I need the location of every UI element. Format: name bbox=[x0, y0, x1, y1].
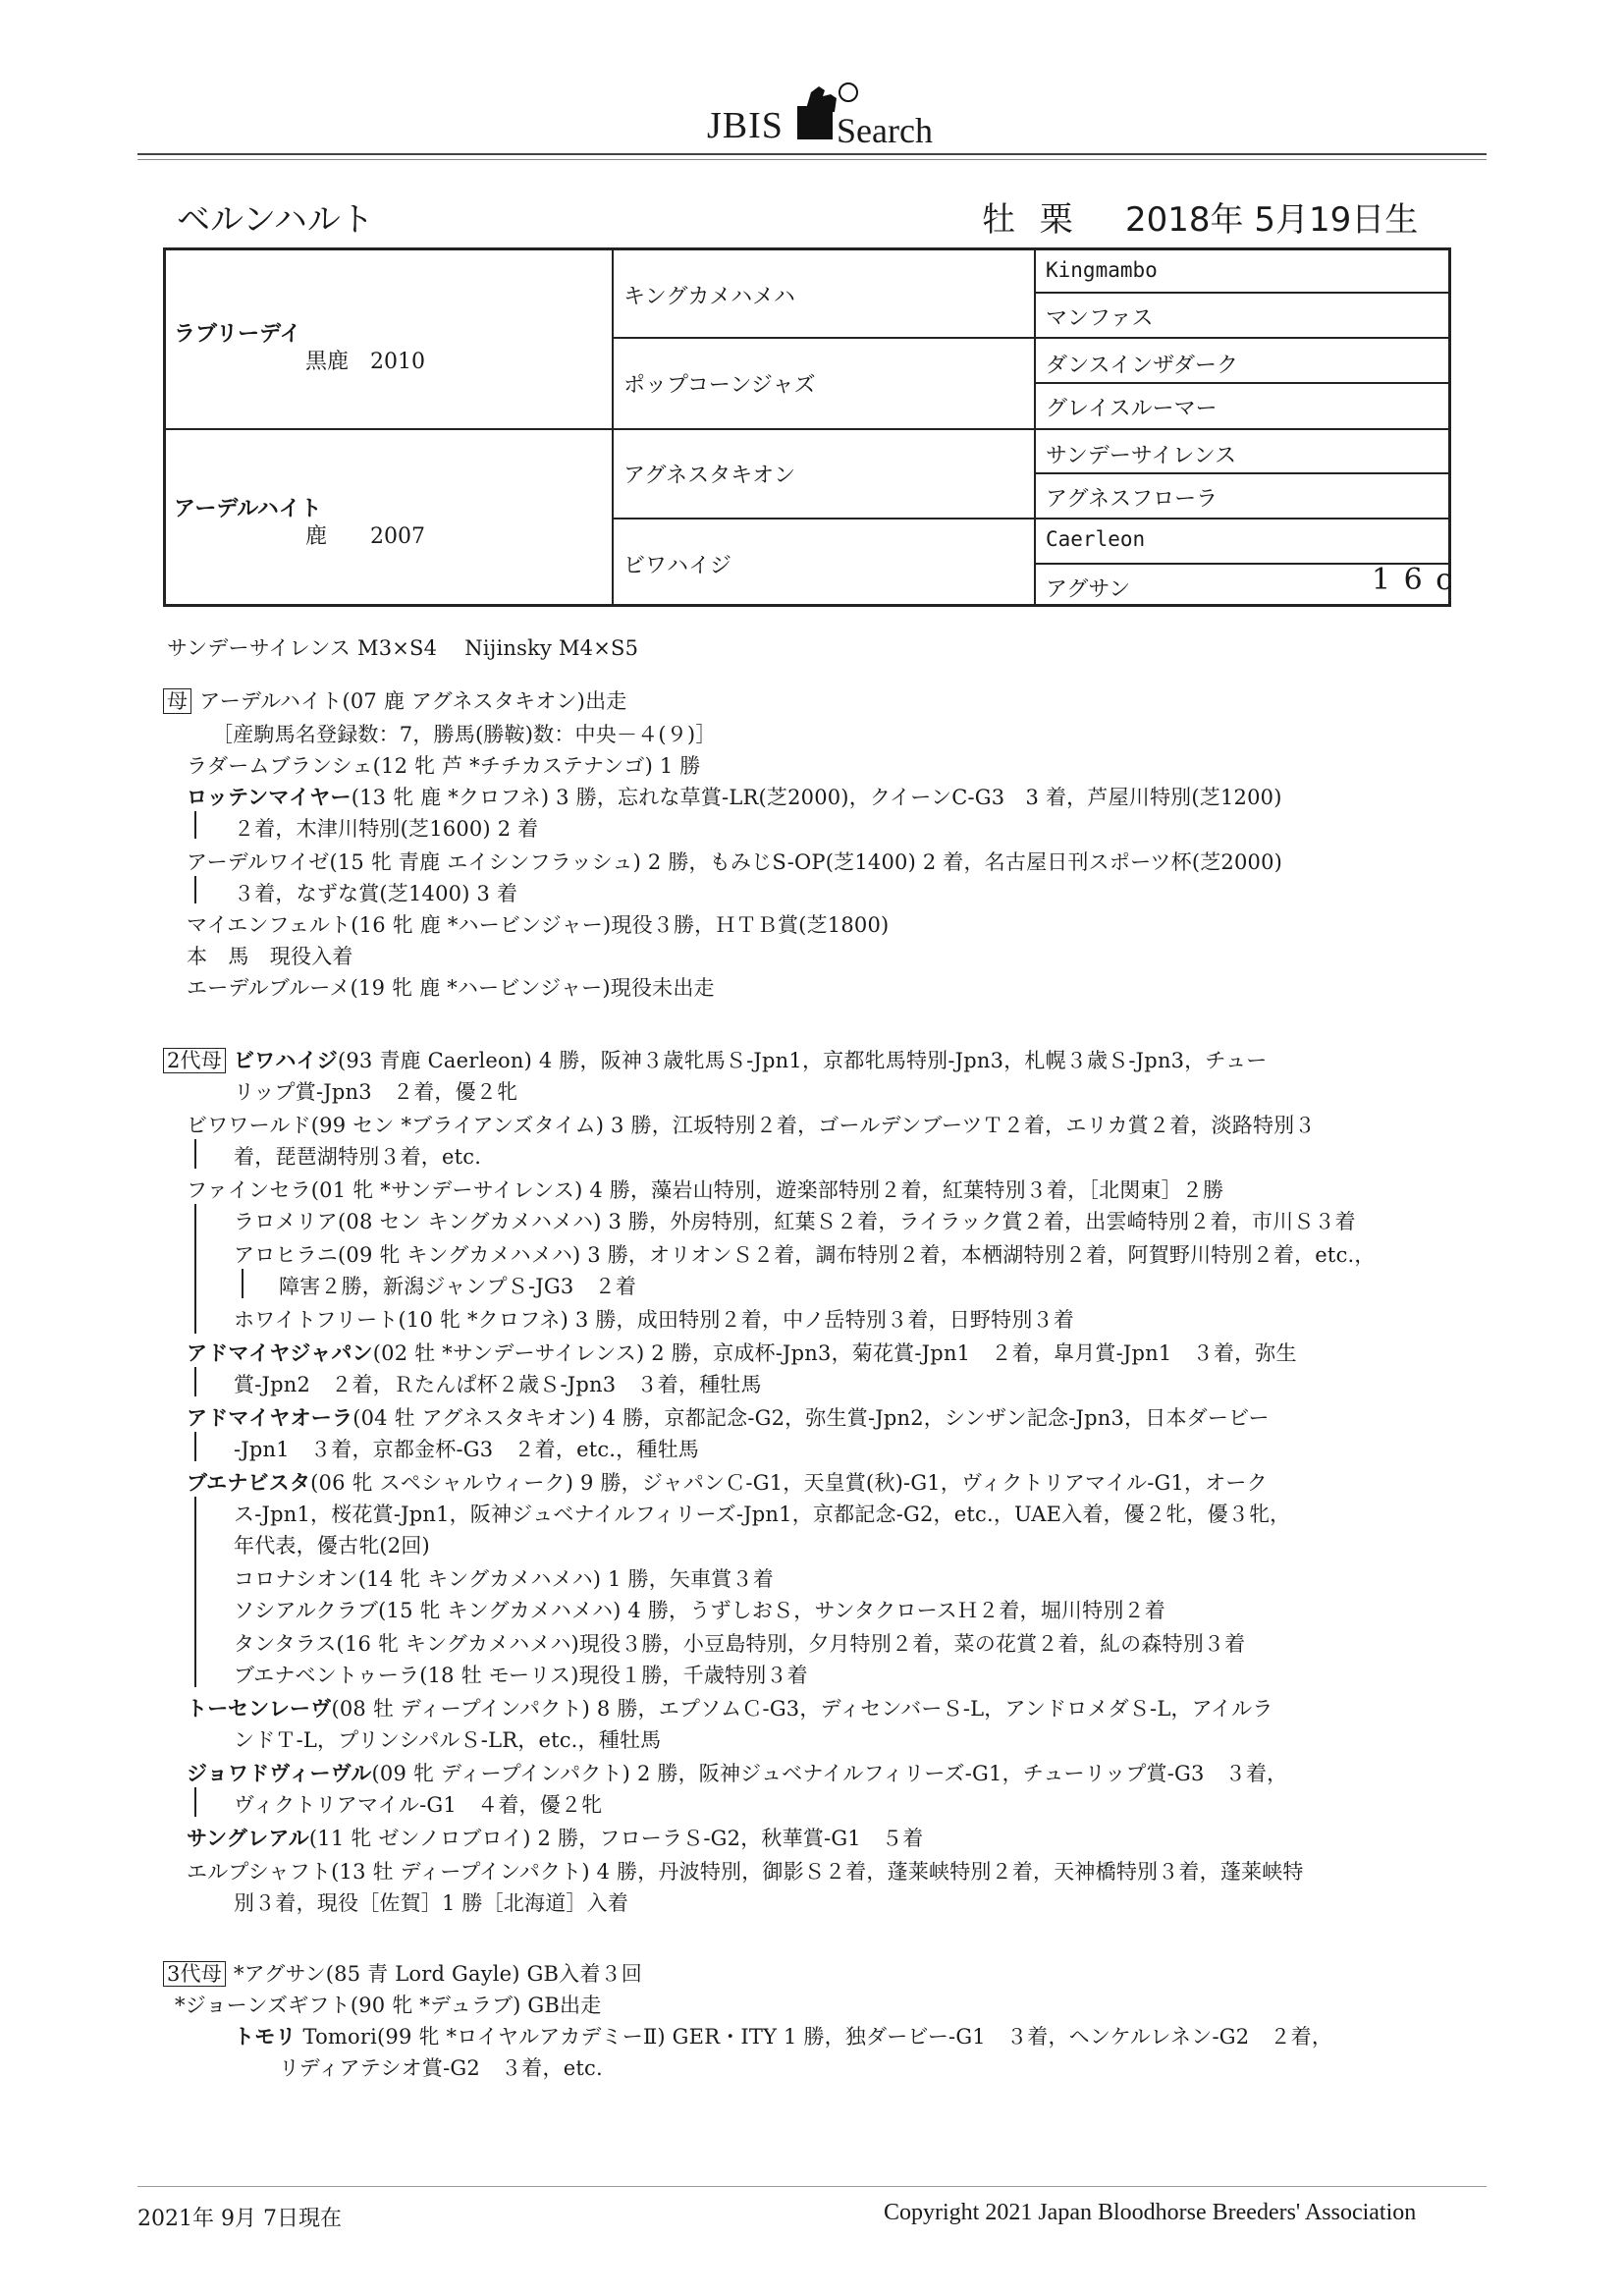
second-dam-line-4: 着，琵琶湖特別３着，etc. bbox=[234, 1145, 482, 1169]
third-dam-line-4: リディアテシオ賞-G2 ３着，etc. bbox=[279, 2056, 603, 2080]
logo-text-right: Search bbox=[837, 111, 933, 150]
dam-line-5: ２着，木津川特別(芝1600) 2 着 bbox=[234, 817, 539, 841]
gen3-2: マンファス bbox=[1046, 306, 1154, 331]
family-number: 1 6 c bbox=[1372, 563, 1455, 597]
gen3-5: サンデーサイレンス bbox=[1046, 444, 1237, 468]
horse-name: ベルンハルト bbox=[177, 200, 374, 240]
second-dam-line-6: ラロメリア(08 セン キングカメハメハ) 3 勝，外房特別，紅葉Ｓ２着，ライラック賞２着，出雲崎特別２着，市川Ｓ３着 bbox=[234, 1210, 1356, 1233]
third-dam-line-2: *ジョーンズギフト(90 牝 *デュラブ) GB出走 bbox=[175, 1994, 602, 2017]
dam-name: アーデルハイト bbox=[174, 497, 322, 521]
second-dam-line-5: ファインセラ(01 牝 *サンデーサイレンス) 4 勝，藻岩山特別，遊楽部特別２着，紅葉特別３着，［北関東］２勝 bbox=[187, 1178, 1224, 1202]
gen3-7: Caerleon bbox=[1046, 527, 1146, 551]
dam-info: 鹿 2007 bbox=[305, 524, 425, 549]
gen2-4: ビワハイジ bbox=[623, 554, 732, 578]
second-dam-line-12: アドマイヤオーラ(04 牡 アグネスタキオン) 4 勝，京都記念-G2，弥生賞-Jpn2，シンザン記念-Jpn3，日本ダービー bbox=[187, 1406, 1270, 1430]
gen2-2: ポップコーンジャズ bbox=[623, 373, 816, 398]
third-dam-line-3: トモリ Tomori(99 牝 *ロイヤルアカデミーⅡ) GER・ITY 1 勝，独ダービー-G1 ３着，ヘンケルレネン-G2 ２着， bbox=[234, 2025, 1333, 2049]
second-dam-line-16: 年代表，優古牝(2回) bbox=[234, 1534, 430, 1558]
second-dam-line-22: ンドＴ-L，プリンシパルＳ-LR，etc.，種牡馬 bbox=[234, 1728, 662, 1752]
second-dam-line-20: ブエナベントゥーラ(18 牡 モーリス)現役１勝，千歳特別３着 bbox=[234, 1664, 808, 1687]
second-dam-line-11: 賞-Jpn2 ２着，Ｒたんぱ杯２歳Ｓ-Jpn3 ３着，種牡馬 bbox=[234, 1373, 762, 1396]
dam-line-4: ロッテンマイヤー(13 牝 鹿 *クロフネ) 3 勝，忘れな草賞-LR(芝2000)，クイーンC-G3 3 着，芦屋川特別(芝1200) bbox=[187, 786, 1282, 809]
second-dam-line-3: ビワワールド(99 セン *ブライアンズタイム) 3 勝，江坂特別２着，ゴールデンブーツＴ２着，エリカ賞２着，淡路特別３ bbox=[187, 1114, 1316, 1137]
logo-text-left: JBIS bbox=[707, 105, 784, 146]
birth-date: 2018年 5月19日生 bbox=[1125, 200, 1419, 240]
sire-info: 黒鹿 2010 bbox=[305, 350, 425, 374]
gen3-3: ダンスインザダーク bbox=[1046, 354, 1239, 378]
sex-color: 牡 栗 bbox=[982, 200, 1073, 240]
dam-line-2: ［産駒馬名登録数：7，勝馬(勝鞍)数：中央－４(９)］ bbox=[212, 723, 717, 746]
second-dam-line-15: ス-Jpn1，桜花賞-Jpn1，阪神ジュベナイルフィリーズ-Jpn1，京都記念-G2，etc.，UAE入着，優２牝，優３牝， bbox=[234, 1503, 1291, 1526]
third-dam-line-1: 3代母 *アグサン(85 青 Lord Gayle) GB入着３回 bbox=[163, 1958, 642, 1988]
second-dam-line-13: -Jpn1 ３着，京都金杯-G3 ２着，etc.，種牡馬 bbox=[234, 1438, 699, 1461]
gen3-1: Kingmambo bbox=[1046, 258, 1158, 282]
footer-copyright: Copyright 2021 Japan Bloodhorse Breeders' Association bbox=[884, 2200, 1417, 2225]
jbis-search-logo bbox=[707, 90, 943, 149]
second-dam-line-8: 障害２勝，新潟ジャンプＳ-JG3 ２着 bbox=[279, 1275, 637, 1298]
dam-section-tag: 母 bbox=[163, 688, 191, 714]
second-dam-line-19: タンタラス(16 牝 キングカメハメハ)現役３勝，小豆島特別，夕月特別２着，菜の花賞２着，糺の森特別３着 bbox=[234, 1632, 1246, 1656]
dam-line-10: エーデルブルーメ(19 牝 鹿 *ハービンジャー)現役未出走 bbox=[187, 976, 715, 1000]
second-dam-line-1: 2代母 ビワハイジ(93 青鹿 Caerleon) 4 勝，阪神３歳牝馬Ｓ-Jpn1，京都牝馬特別-Jpn3，札幌３歳Ｓ-Jpn3，チュー bbox=[163, 1045, 1267, 1074]
header-rule-thin bbox=[137, 159, 1487, 160]
second-dam-line-21: トーセンレーヴ(08 牡 ディープインパクト) 8 勝，エプソムＣ-G3，ディセンバーＳ-L，アンドロメダＳ-L，アイルラ bbox=[187, 1697, 1273, 1721]
indent-bar bbox=[194, 1367, 196, 1396]
footer-rule bbox=[137, 2186, 1487, 2187]
pedigree-table bbox=[163, 247, 1455, 607]
header-rule bbox=[137, 153, 1487, 155]
dam-line-3: ラダームブランシェ(12 牝 芦 *チチカステナンゴ) 1 勝 bbox=[187, 754, 701, 778]
second-dam-line-24: ヴィクトリアマイル-G1 ４着，優２牝 bbox=[234, 1793, 603, 1817]
gen2-1: キングカメハメハ bbox=[623, 285, 795, 309]
second-dam-line-18: ソシアルクラブ(15 牝 キングカメハメハ) 4 勝，うずしおＳ，サンタクロースＨ２着，堀川特別２着 bbox=[234, 1599, 1165, 1622]
indent-bar bbox=[194, 1204, 196, 1334]
second-dam-line-14: ブエナビスタ(06 牝 スペシャルウィーク) 9 勝，ジャパンＣ-G1，天皇賞(秋)-G1，ヴィクトリアマイル-G1，オーク bbox=[187, 1471, 1268, 1495]
second-dam-line-7: アロヒラニ(09 牝 キングカメハメハ) 3 勝，オリオンＳ２着，調布特別２着，本栖湖特別２着，阿賀野川特別２着，etc.， bbox=[234, 1243, 1376, 1267]
gen2-3: アグネスタキオン bbox=[623, 464, 796, 488]
inbreeding-note: サンデーサイレンス M3×S4 Nijinsky M4×S5 bbox=[167, 636, 639, 660]
second-dam-line-2: リップ賞-Jpn3 ２着，優２牝 bbox=[234, 1080, 518, 1104]
second-dam-line-27: 別３着，現役［佐賀］1 勝［北海道］入着 bbox=[234, 1891, 629, 1915]
dam-line-8: マイエンフェルト(16 牝 鹿 *ハービンジャー)現役３勝，ＨＴＢ賞(芝1800) bbox=[187, 913, 890, 937]
second-dam-line-25: サングレアル(11 牝 ゼンノロブロイ) 2 勝，フローラＳ-G2，秋華賞-G1 ５着 bbox=[187, 1827, 924, 1850]
dam-line-1: 母 アーデルハイト(07 鹿 アグネスタキオン)出走 bbox=[163, 685, 626, 715]
indent-bar bbox=[194, 811, 196, 839]
indent-bar bbox=[194, 1432, 196, 1461]
footer-date: 2021年 9月 7日現在 bbox=[137, 2207, 342, 2231]
second-dam-line-9: ホワイトフリート(10 牝 *クロフネ) 3 勝，成田特別２着，中ノ岳特別３着，日野特別３着 bbox=[234, 1308, 1074, 1332]
third-dam-tag: 3代母 bbox=[163, 1961, 226, 1987]
indent-bar bbox=[194, 1787, 196, 1817]
gen3-6: アグネスフローラ bbox=[1046, 487, 1218, 512]
second-dam-line-17: コロナシオン(14 牝 キングカメハメハ) 1 勝，矢車賞３着 bbox=[234, 1567, 774, 1591]
dam-line-9: 本 馬 現役入着 bbox=[187, 945, 353, 968]
second-dam-line-23: ジョワドヴィーヴル(09 牝 ディープインパクト) 2 勝，阪神ジュベナイルフィリーズ-G1，チューリップ賞-G3 ３着， bbox=[187, 1762, 1288, 1785]
second-dam-tag: 2代母 bbox=[163, 1048, 226, 1073]
indent-bar bbox=[242, 1269, 244, 1298]
indent-bar bbox=[194, 1497, 196, 1687]
indent-bar bbox=[194, 1139, 196, 1169]
gen3-4: グレイスルーマー bbox=[1046, 397, 1218, 421]
gen3-8: アグサン bbox=[1046, 577, 1131, 602]
sire-name: ラブリーデイ bbox=[174, 322, 301, 347]
second-dam-line-10: アドマイヤジャパン(02 牡 *サンデーサイレンス) 2 勝，京成杯-Jpn3，菊花賞-Jpn1 ２着，皐月賞-Jpn1 ３着，弥生 bbox=[187, 1341, 1297, 1365]
dam-line-6: アーデルワイゼ(15 牝 青鹿 エイシンフラッシュ) 2 勝，もみじS-OP(芝1400) 2 着，名古屋日刊スポーツ杯(芝2000) bbox=[187, 850, 1283, 874]
indent-bar bbox=[194, 876, 196, 903]
second-dam-line-26: エルプシャフト(13 牡 ディープインパクト) 4 勝，丹波特別，御影Ｓ２着，蓬莱峡特別２着，天神橋特別３着，蓬莱峡特 bbox=[187, 1860, 1304, 1884]
dam-line-7: ３着，なずな賞(芝1400) 3 着 bbox=[234, 882, 518, 905]
